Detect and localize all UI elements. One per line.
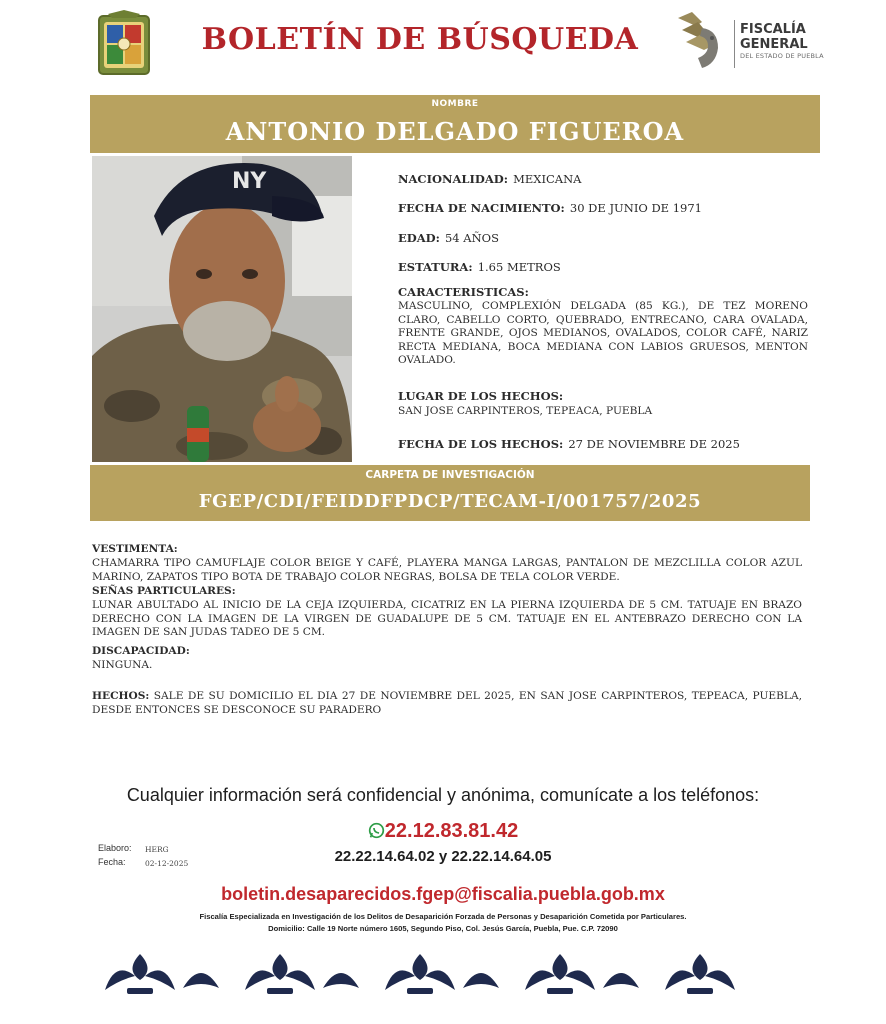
carpeta-label: CARPETA DE INVESTIGACIÓN: [365, 469, 535, 481]
fecha-hechos-row: [398, 433, 740, 452]
elaboro-label: Elaboro:: [98, 843, 132, 853]
vestimenta-label: VESTIMENTA:: [92, 543, 178, 555]
phone-secondary[interactable]: 22.22.14.64.02 y 22.22.14.64.05: [334, 848, 552, 865]
edad-label: EDAD:: [398, 231, 440, 245]
estatura-row: [398, 256, 561, 275]
agency-line-2: GENERAL: [740, 37, 808, 52]
fecha-nacimiento-label: FECHA DE NACIMIENTO:: [398, 201, 565, 215]
senas-value: LUNAR ABULTADO AL INICIO DE LA CEJA IZQUIERDA, CICATRIZ EN LA PIERNA IZQUIERDA DE 5 CM. TATUAJE EN BRAZO DERECHO CON LA IMAGEN DE LA VIRGEN DE GUADALUPE DE 5 CM. TATUAJE EN EL ANTEBRAZO DERECHO CON LA IMAGEN DE SAN JUDAS TADEO DE 5 CM.: [92, 599, 802, 638]
agency-subtitle: DEL ESTADO DE PUEBLA: [740, 52, 824, 60]
page-title: BOLETÍN DE BÚSQUEDA: [201, 22, 639, 57]
office-name: Fiscalía Especializada en Investigación de los Delitos de Desaparición Forzada de Personas y Desaparición Cometida por Particulares.: [199, 912, 687, 921]
discapacidad-label: DISCAPACIDAD:: [92, 645, 190, 657]
svg-text:NY: NY: [232, 169, 267, 194]
elaboro-value: HERG: [145, 845, 169, 854]
senas-label: SEÑAS PARTICULARES:: [92, 585, 236, 597]
hechos-value: SALE DE SU DOMICILIO EL DIA 27 DE NOVIEMBRE DEL 2025, EN SAN JOSE CARPINTEROS, TEPEACA, PUEBLA, DESDE ENTONCES SE DESCONOCE SU PARADERO: [92, 690, 802, 716]
edad-value: 54 AÑOS: [444, 231, 499, 245]
phone-main-row[interactable]: [300, 820, 586, 843]
fecha-nacimiento-value: 30 DE JUNIO DE 1971: [569, 201, 702, 215]
fecha-hechos-label: FECHA DE LOS HECHOS:: [398, 437, 564, 451]
logo-divider: [734, 20, 735, 68]
carpeta-number: FGEP/CDI/FEIDDFPDCP/TECAM-I/001757/2025: [198, 491, 702, 512]
fecha-value: 02-12-2025: [145, 859, 189, 868]
name-label: NOMBRE: [431, 99, 479, 109]
vestimenta-value: CHAMARRA TIPO CAMUFLAJE COLOR BEIGE Y CAFÉ, PLAYERA MANGA LARGAS, PANTALON DE MEZCLILLA COLOR AZUL MARINO, ZAPATOS TIPO BOTA DE TRABAJO COLOR NEGRAS, BOLSA DE TELA COLOR VERDE.: [92, 557, 802, 583]
contact-email[interactable]: boletin.desaparecidos.fgep@fiscalia.puebla.gob.mx: [221, 884, 665, 904]
fecha-hechos-value: 27 DE NOVIEMBRE DE 2025: [568, 437, 740, 451]
nacionalidad-label: NACIONALIDAD:: [398, 172, 508, 186]
puebla-shield-icon: [98, 10, 150, 80]
agency-name: [740, 22, 808, 52]
whatsapp-icon: [368, 822, 385, 839]
caracteristicas-label: CARACTERISTICAS:: [398, 285, 529, 299]
discapacidad-value: NINGUNA.: [92, 659, 153, 671]
person-photo: [92, 156, 352, 462]
lugar-value: SAN JOSE CARPINTEROS, TEPEACA, PUEBLA: [398, 405, 653, 417]
office-address: Domicilio: Calle 19 Norte número 1605, Segundo Piso, Col. Jesús García, Puebla, Pue. C.P. 72090: [268, 924, 618, 933]
caracteristicas-value: MASCULINO, COMPLEXIÓN DELGADA (85 KG.), DE TEZ MORENO CLARO, CABELLO CORTO, QUEBRADO, ENTRECANO, CARA OVALADA, FRENTE GRANDE, OJOS MEDIANOS, OVALADOS, COLOR CAFÉ, NARIZ RECTA MEDIANA, BOCA MEDIANA CON LABIOS GRUESOS, MENTON OVALADO.: [398, 300, 808, 366]
fiscalia-logo-icon: [672, 8, 732, 74]
hechos-label: HECHOS:: [92, 690, 150, 702]
person-name: ANTONIO DELGADO FIGUEROA: [225, 117, 685, 146]
decorative-ornament-icon: [85, 950, 805, 1004]
lugar-label: LUGAR DE LOS HECHOS:: [398, 389, 564, 403]
agency-line-1: FISCALÍA: [740, 22, 806, 37]
confidential-notice: Cualquier información será confidencial y anónima, comunícate a los teléfonos:: [126, 785, 760, 805]
nacionalidad-value: MEXICANA: [513, 172, 582, 186]
hechos-row: [92, 690, 802, 717]
estatura-value: 1.65 METROS: [477, 260, 561, 274]
fecha-label: Fecha:: [98, 857, 126, 867]
nacionalidad-row: [398, 168, 581, 187]
fecha-nacimiento-row: [398, 197, 702, 216]
edad-row: [398, 227, 499, 246]
phone-main[interactable]: 22.12.83.81.42: [384, 820, 519, 842]
estatura-label: ESTATURA:: [398, 260, 473, 274]
